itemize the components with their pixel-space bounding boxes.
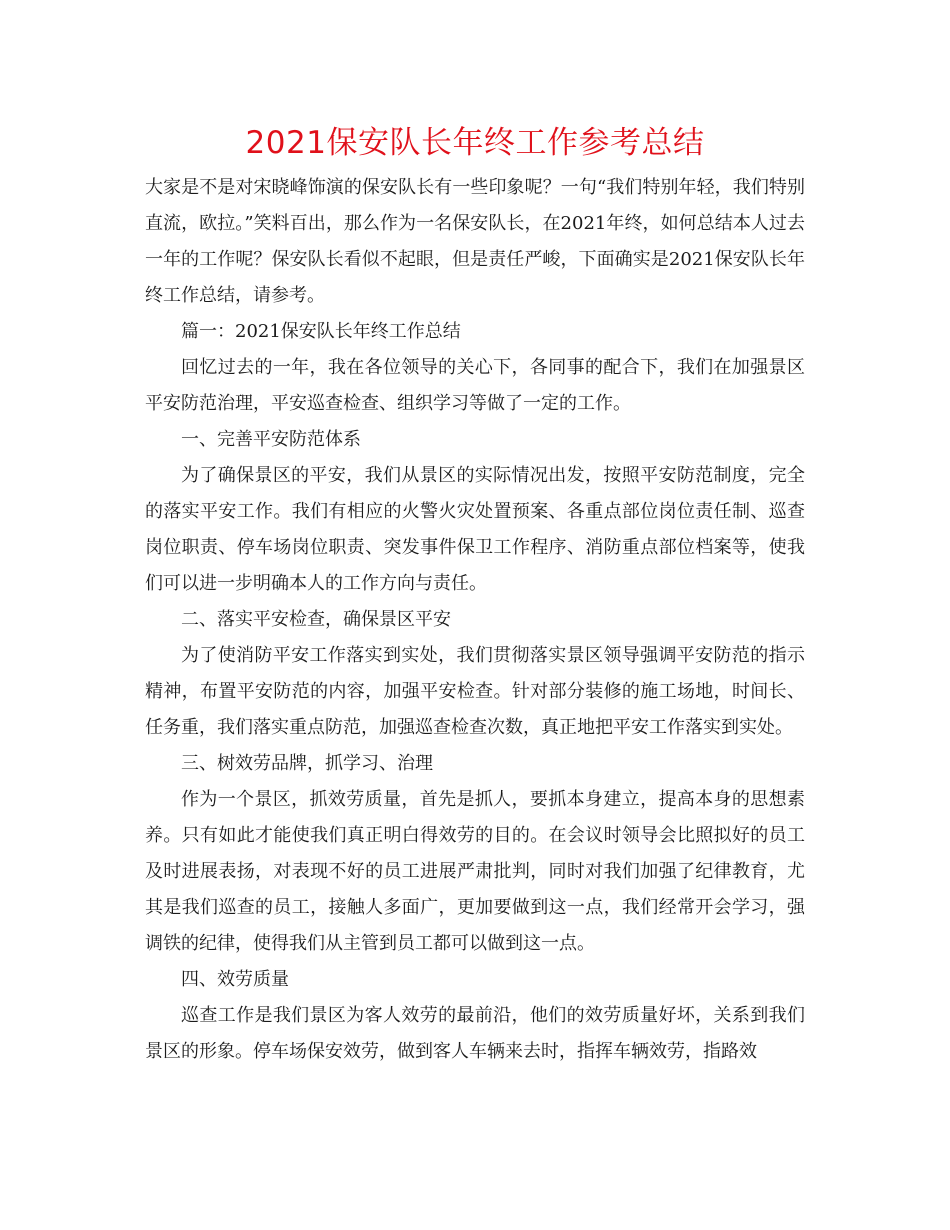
section-paragraph-1: 为了确保景区的平安，我们从景区的实际情况出发，按照平安防范制度，完全的落实平安工作。我们有相应的火警火灾处置预案、各重点部位岗位责任制、巡查岗位职责、停车场岗位职责、突发事件保卫工作程序、消防重点部位档案等，使我们可以进一步明确本人的工作方向与责任。 [145, 465, 805, 594]
document-title: 2021保安队长年终工作参考总结 [245, 125, 705, 161]
document-page [145, 120, 805, 1070]
intro-paragraph: 大家是不是对宋晓峰饰演的保安队长有一些印象呢？一句“我们特别年轻，我们特别直流，欧拉。”笑料百出，那么作为一名保安队长，在2021年终，如何总结本人过去一年的工作呢？保安队长看似不起眼，但是责任严峻，下面确实是2021保安队长年终工作总结，请参考。 [145, 177, 805, 306]
section-paragraph-2: 为了使消防平安工作落实到实处，我们贯彻落实景区领导强调平安防范的指示精神，布置平安防范的内容，加强平安检查。针对部分装修的施工场地，时间长、任务重，我们落实重点防范，加强巡查检查次数，真正地把平安工作落实到实处。 [145, 645, 805, 738]
section-heading-2: 二、落实平安检查，确保景区平安 [181, 609, 451, 630]
section-paragraph-4: 巡查工作是我们景区为客人效劳的最前沿，他们的效劳质量好坏，关系到我们景区的形象。停车场保安效劳，做到客人车辆来去时，指挥车辆效劳，指路效 [145, 1005, 805, 1062]
section-heading-3: 三、树效劳品牌，抓学习、治理 [181, 753, 433, 774]
section-heading-1: 一、完善平安防范体系 [181, 429, 361, 450]
section-heading-4: 四、效劳质量 [181, 969, 289, 990]
section-paragraph-3: 作为一个景区，抓效劳质量，首先是抓人，要抓本身建立，提高本身的思想素养。只有如此才能使我们真正明白得效劳的目的。在会议时领导会比照拟好的员工及时进展表扬，对表现不好的员工进展严肃批判，同时对我们加强了纪律教育，尤其是我们巡查的员工，接触人多面广，更加要做到这一点，我们经常开会学习，强调铁的纪律，使得我们从主管到员工都可以做到这一点。 [145, 789, 805, 954]
part-heading: 篇一：2021保安队长年终工作总结 [181, 321, 461, 342]
review-paragraph: 回忆过去的一年，我在各位领导的关心下，各同事的配合下，我们在加强景区平安防范治理，平安巡查检查、组织学习等做了一定的工作。 [145, 357, 805, 414]
